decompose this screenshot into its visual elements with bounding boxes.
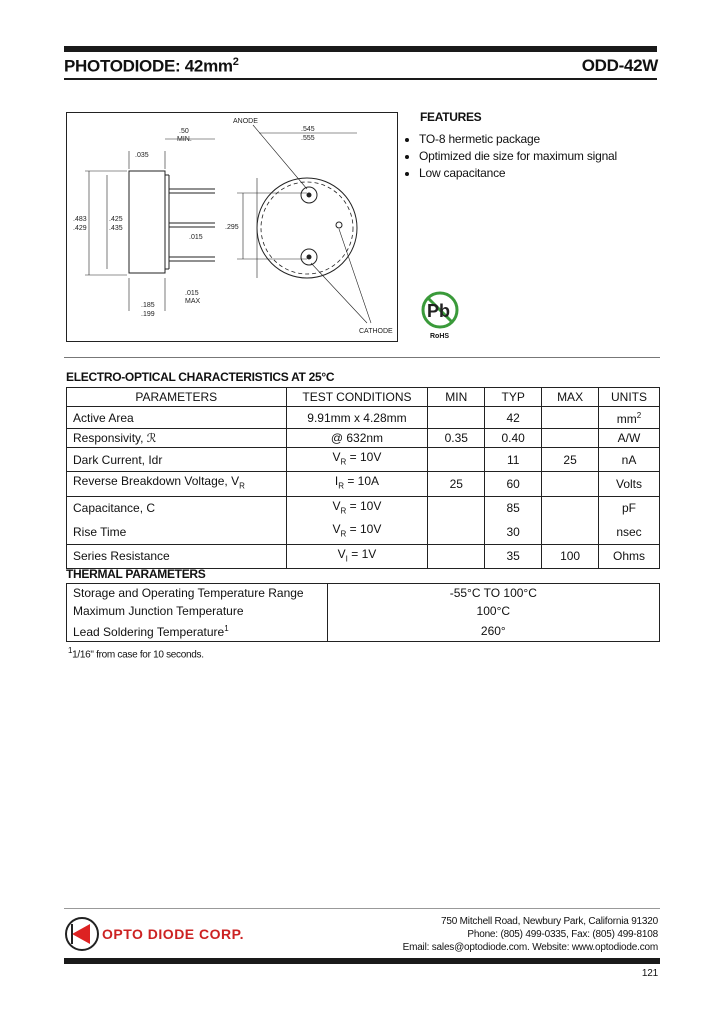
- electro-table: [66, 387, 660, 569]
- param-sup: 1: [224, 624, 229, 633]
- units-cell: nA: [599, 448, 660, 472]
- package-outline-svg: [67, 113, 397, 341]
- dim-483: .483: [73, 216, 87, 223]
- table-row: [67, 407, 660, 429]
- typ-cell: 60: [485, 472, 542, 496]
- param-sub: R: [239, 481, 245, 491]
- cond-cell: [286, 520, 428, 544]
- cond-cell: [286, 496, 428, 520]
- features-list: [405, 132, 617, 183]
- units-cell: pF: [599, 496, 660, 520]
- max-cell: [542, 407, 599, 429]
- table-row: [67, 584, 660, 603]
- min-cell: [428, 520, 485, 544]
- col-header: TEST CONDITIONS: [286, 388, 428, 407]
- min-cell: 25: [428, 472, 485, 496]
- dim-185: .185: [141, 302, 155, 309]
- max-cell: 25: [542, 448, 599, 472]
- col-header: UNITS: [599, 388, 660, 407]
- thermal-heading: THERMAL PARAMETERS: [66, 567, 206, 581]
- cathode-label: CATHODE: [359, 328, 393, 335]
- cond-sub: R: [340, 506, 347, 516]
- min-cell: 0.35: [428, 429, 485, 448]
- header-underline: [64, 78, 657, 80]
- cond-sub: R: [340, 457, 347, 467]
- dim-545: .545: [301, 126, 315, 133]
- units-cell: nsec: [599, 520, 660, 544]
- part-number: ODD-42W: [581, 56, 658, 75]
- rohs-logo: [420, 290, 460, 338]
- cond-sub: R: [338, 481, 344, 491]
- units-cell: A/W: [599, 429, 660, 448]
- table-row: [67, 620, 660, 642]
- dim-429: .429: [73, 225, 87, 232]
- rohs-symbol: Pb: [427, 301, 451, 321]
- footnote: [68, 646, 204, 660]
- cond-rest: = 1V: [347, 546, 377, 561]
- param-cell: Storage and Operating Temperature Range: [67, 584, 328, 603]
- footnote-text: 1/16" from case for 10 seconds.: [72, 649, 204, 661]
- max-cell: [542, 429, 599, 448]
- col-header: PARAMETERS: [67, 388, 287, 407]
- footer-email: Email: sales@optodiode.com. Website: www.optodiode.com: [402, 942, 658, 953]
- dim-max: MAX: [185, 298, 201, 305]
- typ-cell: 85: [485, 496, 542, 520]
- col-header: MAX: [542, 388, 599, 407]
- param-text: Lead Soldering Temperature: [73, 625, 225, 639]
- opto-diode-logo-icon: [64, 916, 100, 952]
- value-cell: 260°: [327, 620, 659, 642]
- table-row: [67, 472, 660, 496]
- mechanical-drawing: [66, 112, 398, 342]
- param-cell: [67, 620, 328, 642]
- cond-var: I: [334, 474, 339, 489]
- dim-015b: .015: [185, 290, 199, 297]
- cond-var: V: [332, 450, 341, 464]
- param-text: Reverse Breakdown Voltage, V: [73, 474, 240, 489]
- cond-cell: @ 632nm: [286, 429, 428, 448]
- min-cell: [428, 448, 485, 472]
- typ-cell: 0.40: [485, 429, 542, 448]
- cond-rest: = 10V: [346, 450, 382, 464]
- param-cell: Maximum Junction Temperature: [67, 602, 328, 620]
- page-number: 121: [641, 968, 658, 979]
- min-cell: [428, 407, 485, 429]
- dim-015a: .015: [189, 234, 203, 241]
- param-cell: [67, 472, 287, 496]
- cond-var: V: [332, 522, 341, 537]
- table-row: [67, 544, 660, 568]
- cond-rest: = 10V: [346, 498, 382, 513]
- table-row: [67, 496, 660, 520]
- section-divider: [64, 357, 660, 358]
- cond-cell: 9.91mm x 4.28mm: [286, 407, 428, 429]
- dim-435: .435: [109, 225, 123, 232]
- table-row: [67, 448, 660, 472]
- page-title: [64, 56, 239, 77]
- rohs-label: RoHS: [430, 333, 450, 340]
- cond-rest: = 10A: [344, 474, 380, 489]
- param-cell: Capacitance, C: [67, 496, 287, 520]
- company-name: OPTO DIODE CORP.: [102, 926, 245, 942]
- cond-cell: [286, 448, 428, 472]
- table-header-row: [67, 388, 660, 407]
- title-text: PHOTODIODE: 42mm: [64, 56, 233, 76]
- min-cell: [428, 496, 485, 520]
- cond-cell: [286, 544, 428, 568]
- typ-cell: 11: [485, 448, 542, 472]
- typ-cell: 30: [485, 520, 542, 544]
- company-logo: [64, 916, 274, 954]
- dim-199: .199: [141, 311, 155, 318]
- dim-min: MIN.: [177, 136, 192, 143]
- col-header: TYP: [485, 388, 542, 407]
- max-cell: [542, 472, 599, 496]
- units-cell: Volts: [599, 472, 660, 496]
- feature-item: • Optimized die size for maximum signal: [419, 149, 617, 163]
- table-row: [67, 602, 660, 620]
- dim-295: .295: [225, 224, 239, 231]
- dim-050: .50: [179, 128, 189, 135]
- bottom-bar: [64, 958, 660, 964]
- param-cell: Series Resistance: [67, 544, 287, 568]
- units-cell: Ohms: [599, 544, 660, 568]
- top-bar: [64, 46, 657, 52]
- rohs-icon: [420, 290, 460, 330]
- col-header: MIN: [428, 388, 485, 407]
- value-cell: -55°C TO 100°C: [327, 584, 659, 603]
- thermal-table: [66, 583, 660, 642]
- units-text: mm: [616, 412, 637, 426]
- dim-035: .035: [135, 152, 149, 159]
- min-cell: [428, 544, 485, 568]
- footer-address: 750 Mitchell Road, Newbury Park, California 91320: [441, 916, 658, 927]
- feature-item: • Low capacitance: [419, 166, 617, 180]
- max-cell: [542, 520, 599, 544]
- param-cell: Dark Current, Idr: [67, 448, 287, 472]
- features-heading: FEATURES: [420, 110, 482, 124]
- electro-heading: ELECTRO-OPTICAL CHARACTERISTICS AT 25°C: [66, 370, 335, 384]
- cond-sub: R: [340, 529, 347, 539]
- units-cell: [599, 407, 660, 429]
- footnote-sup: 1: [68, 646, 73, 655]
- table-row: [67, 429, 660, 448]
- param-cell: Rise Time: [67, 520, 287, 544]
- footer-rule: [64, 908, 660, 909]
- max-cell: 100: [542, 544, 599, 568]
- table-row: [67, 520, 660, 544]
- param-cell: Responsivity, ℛ: [67, 429, 287, 448]
- cond-rest: = 10V: [346, 522, 382, 537]
- units-sup: 2: [636, 411, 642, 420]
- can-side: [129, 171, 165, 273]
- anode-label: ANODE: [233, 118, 258, 125]
- param-cell: Active Area: [67, 407, 287, 429]
- cond-cell: [286, 472, 428, 496]
- dim-425: .425: [109, 216, 123, 223]
- value-cell: 100°C: [327, 602, 659, 620]
- feature-item: • TO-8 hermetic package: [419, 132, 617, 146]
- typ-cell: 42: [485, 407, 542, 429]
- cond-var: V: [337, 546, 346, 561]
- footer-phone: Phone: (805) 499-0335, Fax: (805) 499-8108: [467, 929, 658, 940]
- max-cell: [542, 496, 599, 520]
- dim-555: .555: [301, 135, 315, 142]
- cond-sub: I: [345, 553, 348, 563]
- cond-var: V: [332, 498, 341, 513]
- typ-cell: 35: [485, 544, 542, 568]
- title-sup: 2: [232, 56, 239, 68]
